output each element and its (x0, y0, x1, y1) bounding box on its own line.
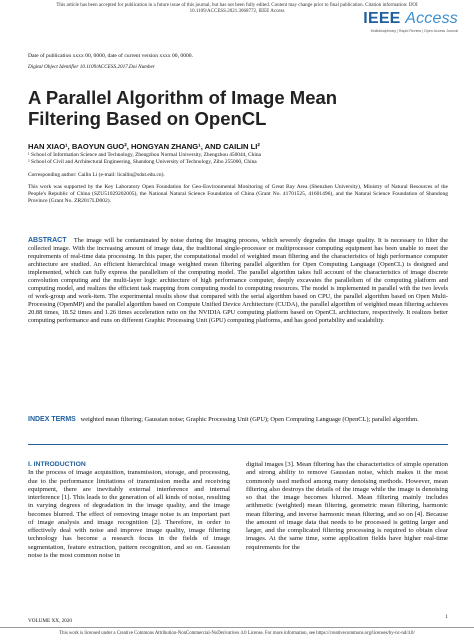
intro-left-column (28, 461, 230, 560)
affiliations (28, 152, 261, 165)
index-terms-block (28, 416, 448, 424)
logo-ieee-text: IEEE (363, 10, 401, 27)
affiliation-1: ¹ School of Information Science and Technology, Zhengzhou Normal University, Zhengzhou 450044, China (28, 152, 261, 158)
notice-line-1: This article has been accepted for publication in a future issue of this journal, but has not been fully edited. Content may change prior to final publication. Citation information: DOI (56, 3, 418, 8)
intro-heading: I. INTRODUCTION (28, 461, 86, 468)
intro-right-text: digital images [3]. Mean filtering has the characteristics of simple operation and strong ability to remove Gaussian noise, which makes it the most commonly used method among many denoising methods. However, mean filtering also destroys the details of the image while the image is denoising so that the image becomes blurred. Mean filtering mainly includes arithmetic (weighted) mean filtering, geometric mean filtering, harmonic mean filtering, and inverse harmonic mean filtering, and so on [4]. Because the amount of image data that needs to be processed is getting larger and larger, and the complicated filtering processing is required to obtain clear images. At the same time, some application fields have higher real-time requirements for the (246, 461, 448, 551)
index-terms-text: weighted mean filtering; Gaussian noise; Graphic Processing Unit (GPU); Open Computing Language (OpenCL); parallel algorithm. (80, 416, 419, 423)
funding-statement: This work was supported by the Key Laboratory Open Foundation for Geo-Environmental Monitoring of Great Bay Area (Shenzhen University), Ministry of Natural Resources of the People's Republic of China (SZU51029202005), the National Natural Science Foundation of China (Grant No. 41701525, 41601496), and the Natural Science Foundation of Shandong Province (Grant No. ZR2017LD002). (28, 184, 448, 204)
affiliation-2: ² School of Civil and Architectural Engineering, Shandong University of Technology, Zibo 255000, China (28, 158, 257, 165)
title-line-1: A Parallel Algorithm of Image Mean (28, 87, 338, 108)
notice-line-2: 10.1109/ACCESS.2021.3068772, IEEE Access (189, 9, 285, 15)
author-list: HAN XIAO¹, BAOYUN GUO², HONGYAN ZHANG¹, AND CAILIN LI² (28, 142, 260, 151)
section-divider (28, 444, 448, 445)
ieee-access-logo (363, 10, 458, 33)
page-number: 1 (445, 614, 448, 620)
paper-title (28, 87, 448, 129)
logo-access-text: Access (405, 10, 458, 27)
doi-line: Digital Object Identifier 10.1109/ACCESS.2017.Doi Number (28, 64, 155, 70)
index-terms-heading: INDEX TERMS (28, 416, 76, 423)
license-notice: This work is licensed under a Creative Commons Attribution-NonCommercial-NoDerivatives 4.0 License. For more information, see https://creativecommons.org/licenses/by-nc-nd/4.0/ (59, 631, 415, 636)
abstract-block (28, 237, 448, 324)
corresponding-author: Corresponding author: Cailin Li (e-mail: licailin@sdut.edu.cn). (28, 172, 165, 178)
abstract-heading: ABSTRACT (28, 237, 67, 244)
abstract-text: The image will be contaminated by noise during the imaging process, which severely degrades the image quality. It is necessary to filter the collected image. With the increasing amount of image data, the traditional single-processor or multiprocessor computing equipment has been unable to meet the requirements of real-time data processing. In this paper, the computational model of weighted mean filtering and the characteristics of high performance computer architecture are studied. An efficient hierarchical image weighted mean filtering parallel algorithm for Open Computing Language (OpenCL) is designed and implemented, which can fully express the parallelism of the computing model. The parallel algorithm takes full account of the characteristics of image discrete convolution computing and the multi-layer logic architecture of high performance computer, deeply excavates the parallelism of the computing platform and computing model, and realizes the efficient task mapping from computing model to computing resources. The model is implemented in parallel with the two levels of work-group and work-item. The experimental results show that compared with the serial algorithm based on CPU, the parallel algorithm based on Open Multi-Processing (OpenMP) and the parallel algorithm based on Compute Unified Device Architecture (CUDA), the parallel algorithm of weighted mean filtering achieves 20.88 times, 18.52 times and 1.26 times acceleration ratio on the NVIDIA GPU computing platform based on OpenCL architecture, respectively. It realizes better computing performance and runs on different Graphic Processing Unit (GPU) computing platforms, and has good portability and scalability. (28, 237, 448, 324)
title-line-2: Filtering Based on OpenCL (28, 108, 267, 129)
footer-rule (0, 627, 474, 628)
logo-tagline: Multidisciplinary | Rapid Review | Open Access Journal (370, 29, 458, 33)
footer-volume: VOLUME XX, 2020 (28, 618, 72, 624)
intro-left-text: In the process of image acquisition, transmission, storage, and processing, due to the performance limitations of transmission media and receiving equipment, there are inevitably external interference and internal interference [1]. This leads to the generation of all kinds of noise, resulting in varying degrees of degradation in the image quality, and the image becomes blurred. The effect of removing image noise is an important part of image analysis and image recognition [2]. Therefore, in order to effectively deal with noise and improve image quality, image filtering technology has become a research focus in the fields of image segmentation, feature extraction, pattern recognition, and so on. Gaussian noise is the most common noise in (28, 469, 230, 559)
publication-date: Date of publication xxxx 00, 0000, date of current version xxxx 00, 0000. (28, 53, 193, 59)
intro-right-column (246, 461, 448, 552)
